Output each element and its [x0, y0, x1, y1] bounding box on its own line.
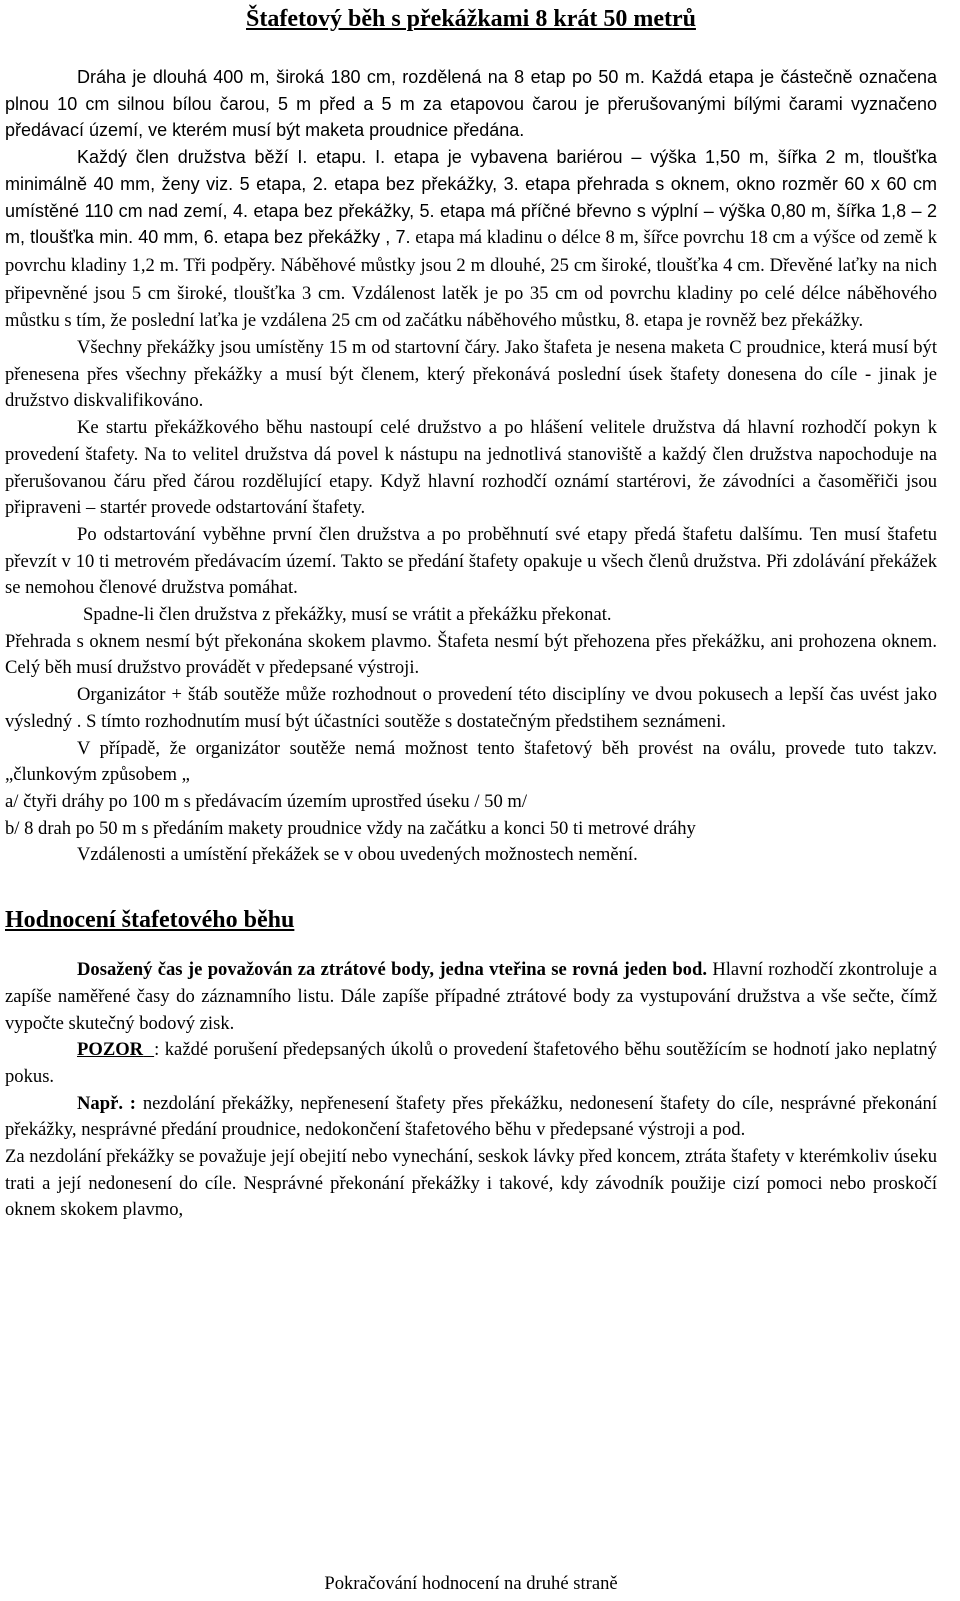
paragraph-relay-handover: Po odstartování vyběhne první člen družstva a po proběhnutí své etapy předá štafetu dalšímu. Ten musí štafetu převzít v 10 ti metrovém předávacím území. Takto se předání štafety opakuje u všech členů družstva. Při zdolávání překážek se nemohou členové družstva pomáhat.: [5, 523, 937, 599]
paragraph-option-a: a/ čtyři dráhy po 100 m s předávacím územím uprostřed úseku / 50 m/: [5, 790, 528, 812]
warning-text: : každé porušení předepsaných úkolů o provedení štafetového běhu soutěžícím se hodnotí jako neplatný pokus.: [5, 1039, 937, 1087]
section-heading-evaluation: Hodnocení štafetového běhu: [5, 907, 295, 934]
time-points-bold: Dosažený čas je považován za ztrátové body, jedna vteřina se rovná jeden bod.: [77, 959, 707, 981]
paragraph-stages-part2: etapa má kladinu o délce 8 m, šířce povrchu 18 cm a výšce od země k povrchu kladiny 1,2 m. Tři podpěry. Náběhové můstky jsou 2 m dlouhé, 25 cm široké, tloušťka 4 cm. Dřevěné laťky na nich připevněné jsou 5 cm široké, tloušťka 3 cm. Vzdálenost latěk je po 35 cm od povrchu kladiny po celé délce náběhového můstku s tím, že poslední laťka je vzdálena 25 cm od začátku náběhového můstku, 8. etapa je rovněž bez překážky.: [5, 227, 937, 332]
paragraph-window-rule: Přehrada s oknem nesmí být překonána skokem plavmo. Štafeta nesmí být přehozena přes překážku, ani prohozena oknem. Celý běh musí družstvo provádět v předepsané výstroji.: [5, 630, 937, 679]
document-page: [5, 0, 937, 1601]
paragraph-stages-part1: Každý člen družstva běží I. etapu. I. etapa je vybavena bariérou – výška 1,50 m, šířka 2 m, tloušťka minimálně 40 mm, ženy viz. 5 etapa, 2. etapa bez překážky, 3. etapa přehrada s oknem, okno rozměr 60 x 60 cm umístěné 110 cm nad zemí, 4. etapa bez překážky, 5. etapa má příčné břevno s výplní – výška 0,80 m, šířka 1,8 – 2 m, tloušťka min. 40 mm, 6. etapa bez překážky , 7.: [5, 147, 937, 248]
page-footer: Pokračování hodnocení na druhé straně: [324, 1573, 618, 1594]
paragraph-fall-rule: Spadne-li člen družstva z překážky, musí se vrátit a překážku překonat.: [83, 604, 612, 626]
paragraph-examples: [5, 1091, 937, 1144]
paragraph-time-points: [5, 957, 937, 1037]
examples-label: Např. :: [77, 1092, 136, 1114]
paragraph-obstacles-placement: Všechny překážky jsou umístěny 15 m od startovní čáry. Jako štafeta je nesena maketa C proudnice, která musí být přenesena přes všechny překážky a musí být členem, který překonává poslední úsek štafety donesena do cíle - jinak je družstvo diskvalifikováno.: [5, 337, 937, 412]
paragraph-stages: [5, 144, 937, 335]
paragraph-two-attempts: Organizátor + štáb soutěže může rozhodnout o provedení této disciplíny ve dvou pokusech a lepší čas uvést jako výsledný . S tímto rozhodnutím musí být účastníci soutěže s dostatečným předstihem seznámeni.: [5, 684, 937, 732]
paragraph-warning: [5, 1037, 937, 1090]
page-title: Štafetový běh s překážkami 8 krát 50 metrů: [246, 6, 696, 32]
paragraph-distances-unchanged: Vzdálenosti a umístění překážek se v obou uvedených možnostech nemění.: [77, 844, 638, 866]
paragraph-option-b: b/ 8 drah po 50 m s předáním makety proudnice vždy na začátku a konci 50 ti metrové dráhy: [5, 817, 696, 839]
examples-text: nezdolání překážky, nepřenesení štafety přes překážku, nedonesení štafety do cíle, nesprávné překonání překážky, nesprávné předání proudnice, nedokončení štafetového běhu v předepsané výstroji a pod.: [5, 1092, 937, 1141]
paragraph-failure-definition: Za nezdolání překážky se považuje její obejití nebo vynechání, seskok lávky před koncem, ztráta štafety v kterémkoliv úseku trati a její nedonesení do cíle. Nesprávné překonání překážky i takové, kdy závodník použije cizí pomoci nebo proskočí oknem skokem plavmo,: [5, 1146, 937, 1221]
paragraph-start-procedure: Ke startu překážkového běhu nastoupí celé družstvo a po hlášení velitele družstva dá hlavní rozhodčí pokyn k provedení štafety. Na to velitel družstva dá povel k nástupu na jednotlivá stanoviště a každý člen družstva napochoduje na přerušovanou čáru před čárou rozdělující etapy. Když hlavní rozhodčí oznámí startérovi, že závodníci a časoměřiči jsou připraveni – startér provede odstartování štafety.: [5, 417, 937, 519]
time-points-rest: Hlavní rozhodčí zkontroluje a zapíše naměřené časy do záznamního listu. Dále zapíše případné ztrátové body za vystupování družstva a vše sečte, čímž vypočte skutečný bodový zisk.: [5, 959, 937, 1034]
paragraph-shuttle-method: V případě, že organizátor soutěže nemá možnost tento štafetový běh provést na oválu, provede tuto takzv. „člunkovým způsobem „: [5, 737, 937, 786]
warning-label: POZOR: [77, 1039, 144, 1061]
paragraph-track-description: Dráha je dlouhá 400 m, široká 180 cm, rozdělená na 8 etap po 50 m. Každá etapa je částečně označena plnou 10 cm silnou bílou čarou, 5 m před a 5 m za etapovou čarou je přerušovanými bílými čarami vyznačeno předávací území, ve kterém musí být maketa proudnice předána.: [5, 67, 937, 141]
document-body: [5, 64, 937, 1224]
